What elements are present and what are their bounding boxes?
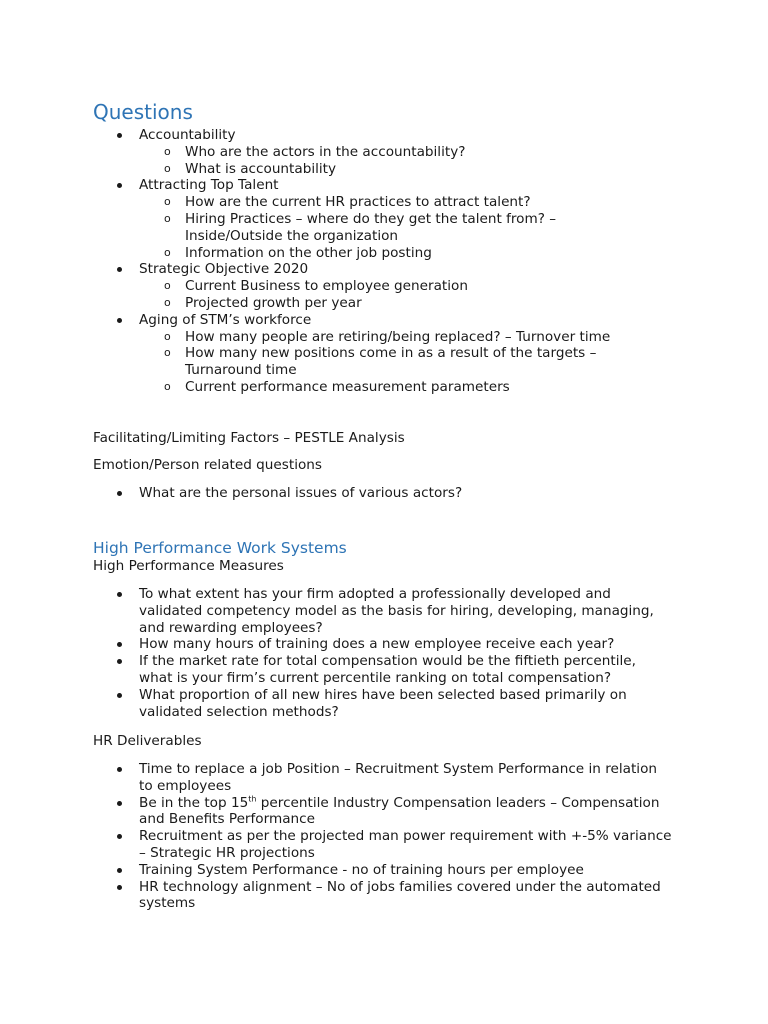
- sub-list-item: o Who are the actors in the accountability?: [93, 144, 673, 161]
- list-item: [93, 795, 673, 829]
- sub-list-item: o Information on the other job posting: [93, 245, 673, 262]
- sub-list-item: o What is accountability: [93, 161, 673, 178]
- list-item: Aging of STM’s workforce: [93, 312, 673, 329]
- list-item: What proportion of all new hires have been selected based primarily on validated selection methods?: [93, 687, 673, 721]
- questions-heading: Questions: [93, 100, 193, 124]
- sub-list-item: o Current performance measurement parameters: [93, 379, 673, 396]
- list-item: Attracting Top Talent: [93, 177, 673, 194]
- list-item: Time to replace a job Position – Recruitment System Performance in relation to employees: [93, 761, 673, 795]
- deliverables-label: HR Deliverables: [93, 733, 202, 749]
- sub-list-item: o Current Business to employee generation: [93, 278, 673, 295]
- list-item: Strategic Objective 2020: [93, 261, 673, 278]
- sub-list-item: o How are the current HR practices to attract talent?: [93, 194, 673, 211]
- list-item: What are the personal issues of various actors?: [93, 485, 673, 502]
- list-item: If the market rate for total compensation would be the fiftieth percentile, what is your firm’s current percentile ranking on total compensation?: [93, 653, 673, 687]
- superscript-th: th: [248, 794, 257, 804]
- list-item: To what extent has your firm adopted a professionally developed and validated competency model as the basis for hiring, developing, managing, and rewarding employees?: [93, 586, 673, 636]
- emotion-list: [93, 485, 673, 502]
- sub-list-item: o Hiring Practices – where do they get the talent from? – Inside/Outside the organization: [93, 211, 585, 245]
- list-item: How many hours of training does a new employee receive each year?: [93, 636, 673, 653]
- measures-list: [93, 586, 673, 720]
- pestle-paragraph: Facilitating/Limiting Factors – PESTLE Analysis: [93, 430, 405, 446]
- list-item-text: Be in the top 15: [139, 794, 249, 811]
- emotion-heading: Emotion/Person related questions: [93, 457, 322, 473]
- measures-label: High Performance Measures: [93, 558, 284, 574]
- list-item: Training System Performance - no of training hours per employee: [93, 862, 673, 879]
- list-item: Accountability: [93, 127, 673, 144]
- sub-list-item: o How many new positions come in as a result of the targets – Turnaround time: [93, 345, 635, 379]
- deliverables-list: [93, 761, 673, 912]
- list-item-text: percentile Industry Compensation leaders – Compensation and Benefits Performance: [139, 794, 660, 828]
- sub-list-item: o Projected growth per year: [93, 295, 673, 312]
- hpws-heading: High Performance Work Systems: [93, 539, 347, 557]
- sub-list-item: o How many people are retiring/being replaced? – Turnover time: [93, 329, 673, 346]
- list-item: Recruitment as per the projected man power requirement with +-5% variance – Strategic HR projections: [93, 828, 673, 862]
- list-item: HR technology alignment – No of jobs families covered under the automated systems: [93, 879, 673, 913]
- questions-list: [93, 127, 673, 396]
